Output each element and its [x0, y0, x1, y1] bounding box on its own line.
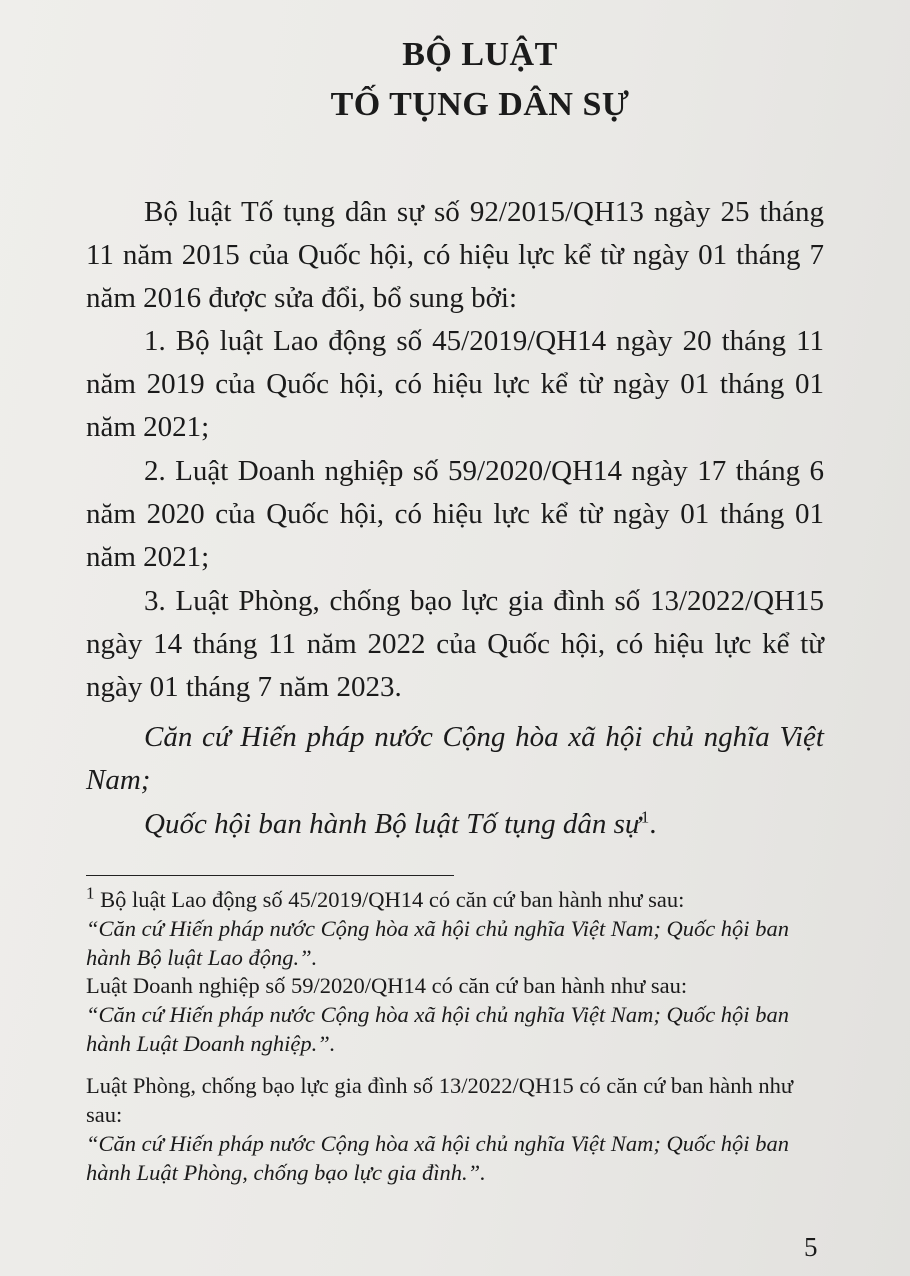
footnote-text-3: Luật Phòng, chống bạo lực gia đình số 13/2022/QH15 có căn cứ ban hành như sau: — [86, 1073, 794, 1127]
footnote-text-2: Luật Doanh nghiệp số 59/2020/QH14 có căn cứ ban hành như sau: — [86, 973, 688, 998]
footnote-quote-2: “Căn cứ Hiến pháp nước Cộng hòa xã hội chủ nghĩa Việt Nam; Quốc hội ban hành Luật Doanh nghiệp.”. — [86, 1002, 789, 1056]
footnote-quote-3: “Căn cứ Hiến pháp nước Cộng hòa xã hội chủ nghĩa Việt Nam; Quốc hội ban hành Luật Phòng, chống bạo lực gia đình.”. — [86, 1131, 789, 1185]
title-line-2: TỐ TỤNG DÂN SỰ — [330, 86, 630, 123]
amendment-3: 3. Luật Phòng, chống bạo lực gia đình số 13/2022/QH15 ngày 14 tháng 11 năm 2022 của Quốc hội, có hiệu lực kể từ ngày 01 tháng 7 năm 2023. — [86, 585, 824, 703]
title-line-1: BỘ LUẬT — [402, 36, 558, 73]
footnote-quote-1: “Căn cứ Hiến pháp nước Cộng hòa xã hội chủ nghĩa Việt Nam; Quốc hội ban hành Bộ luật Lao động.”. — [86, 916, 789, 970]
footnote-marker: 1 — [86, 883, 95, 903]
footnote-ref[interactable]: 1 — [640, 807, 650, 827]
footnote-line-1 — [86, 883, 824, 915]
basis-paragraph: Căn cứ Hiến pháp nước Cộng hòa xã hội chủ nghĩa Việt Nam; — [86, 721, 824, 796]
enactment-text: Quốc hội ban hành Bộ luật Tố tụng dân sự — [144, 808, 641, 840]
intro-paragraph: Bộ luật Tố tụng dân sự số 92/2015/QH13 ngày 25 tháng 11 năm 2015 của Quốc hội, có hiệu lực kể từ ngày 01 tháng 7 năm 2016 được sửa đổi, bổ sung bởi: — [86, 196, 824, 314]
amendment-1: 1. Bộ luật Lao động số 45/2019/QH14 ngày 20 tháng 11 năm 2019 của Quốc hội, có hiệu lực kể từ ngày 01 tháng 01 năm 2021; — [86, 325, 824, 443]
enactment-paragraph: Quốc hội ban hành Bộ luật Tố tụng dân sự$^1$. — [144, 807, 657, 840]
footnote-text-1: Bộ luật Lao động số 45/2019/QH14 có căn cứ ban hành như sau: — [100, 887, 685, 912]
amendment-2: 2. Luật Doanh nghiệp số 59/2020/QH14 ngày 17 tháng 6 năm 2020 của Quốc hội, có hiệu lực kể từ ngày 01 tháng 01 năm 2021; — [86, 455, 824, 573]
footnote-divider — [86, 875, 454, 876]
page-number: 5 — [804, 1232, 818, 1262]
